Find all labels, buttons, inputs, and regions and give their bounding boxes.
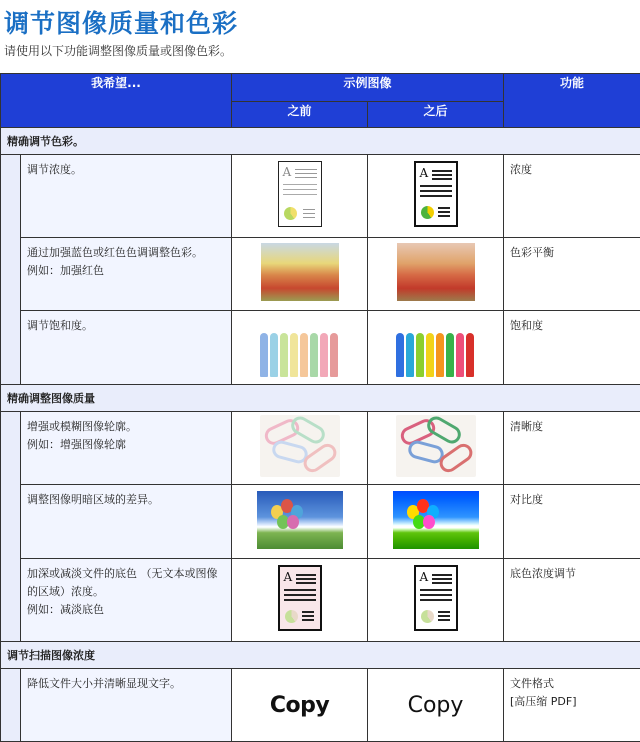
function-name: 文件格式 (510, 675, 634, 693)
row-example: 例如：增强图像轮廓 (27, 436, 225, 454)
row-description: 通过加强蓝色或红色色调调整色彩。 (27, 244, 225, 262)
header-example-image: 示例图像 (232, 74, 504, 102)
before-image (232, 669, 368, 742)
after-image (368, 155, 504, 238)
after-image (368, 238, 504, 311)
section-row (1, 128, 640, 155)
balloons-high-contrast-photo (393, 491, 479, 549)
document-light-icon: A (278, 161, 322, 227)
table-row (1, 669, 640, 742)
after-image (368, 485, 504, 559)
row-description: 调节饱和度。 (27, 317, 225, 335)
page-subtitle: 请使用以下功能调整图像质量或图像色彩。 (4, 42, 232, 59)
row-description: 加深或减淡文件的底色 （无文本或图像的区域）浓度。 (27, 565, 225, 601)
after-image (368, 669, 504, 742)
header-before: 之前 (232, 102, 368, 128)
page-title: 调节图像质量和色彩 (4, 4, 238, 40)
document-dark-icon: A (414, 161, 458, 227)
row-description: 降低文件大小并清晰显现文字。 (27, 675, 225, 693)
document-tinted-icon: A (278, 565, 322, 631)
after-image (368, 559, 504, 642)
section-title: 精确调整图像质量 (1, 385, 640, 412)
row-description: 调节浓度。 (27, 161, 225, 179)
row-example: 例如：减淡底色 (27, 601, 225, 619)
before-image (232, 155, 368, 238)
paperclips-sharp-photo (396, 415, 476, 477)
row-indent (1, 155, 21, 385)
row-description: 调整图像明暗区域的差异。 (27, 491, 225, 509)
function-detail: [高压缩 PDF] (510, 693, 634, 711)
function-name: 底色浓度调节 (504, 559, 640, 642)
header-wish: 我希望... (1, 74, 232, 128)
function-name: 对比度 (504, 485, 640, 559)
function-name: 色彩平衡 (504, 238, 640, 311)
before-image (232, 485, 368, 559)
pencils-vivid-photo (394, 315, 478, 377)
table-row (1, 311, 640, 385)
header-function: 功能 (504, 74, 640, 128)
function-name: 清晰度 (504, 412, 640, 485)
landscape-photo (261, 243, 339, 301)
header-after: 之后 (368, 102, 504, 128)
section-row (1, 385, 640, 412)
balloons-low-contrast-photo (257, 491, 343, 549)
section-row (1, 642, 640, 669)
table-row (1, 412, 640, 485)
pencils-pale-photo (258, 315, 342, 377)
after-image (368, 412, 504, 485)
function-name: 饱和度 (504, 311, 640, 385)
paperclips-blurry-photo (260, 415, 340, 477)
section-title: 调节扫描图像浓度 (1, 642, 640, 669)
section-title: 精确调节色彩。 (1, 128, 640, 155)
row-indent (1, 669, 21, 742)
landscape-photo-red (397, 243, 475, 301)
copy-regular-text: Copy (408, 693, 464, 718)
function-name: 浓度 (504, 155, 640, 238)
before-image (232, 311, 368, 385)
before-image (232, 412, 368, 485)
adjustment-table (0, 73, 640, 742)
table-row (1, 485, 640, 559)
after-image (368, 311, 504, 385)
table-row (1, 559, 640, 642)
document-clean-icon: A (414, 565, 458, 631)
row-indent (1, 412, 21, 642)
row-example: 例如：加强红色 (27, 262, 225, 280)
before-image (232, 238, 368, 311)
table-row (1, 238, 640, 311)
table-row (1, 155, 640, 238)
copy-bold-text: Copy (270, 693, 329, 718)
before-image (232, 559, 368, 642)
row-description: 增强或模糊图像轮廓。 (27, 418, 225, 436)
